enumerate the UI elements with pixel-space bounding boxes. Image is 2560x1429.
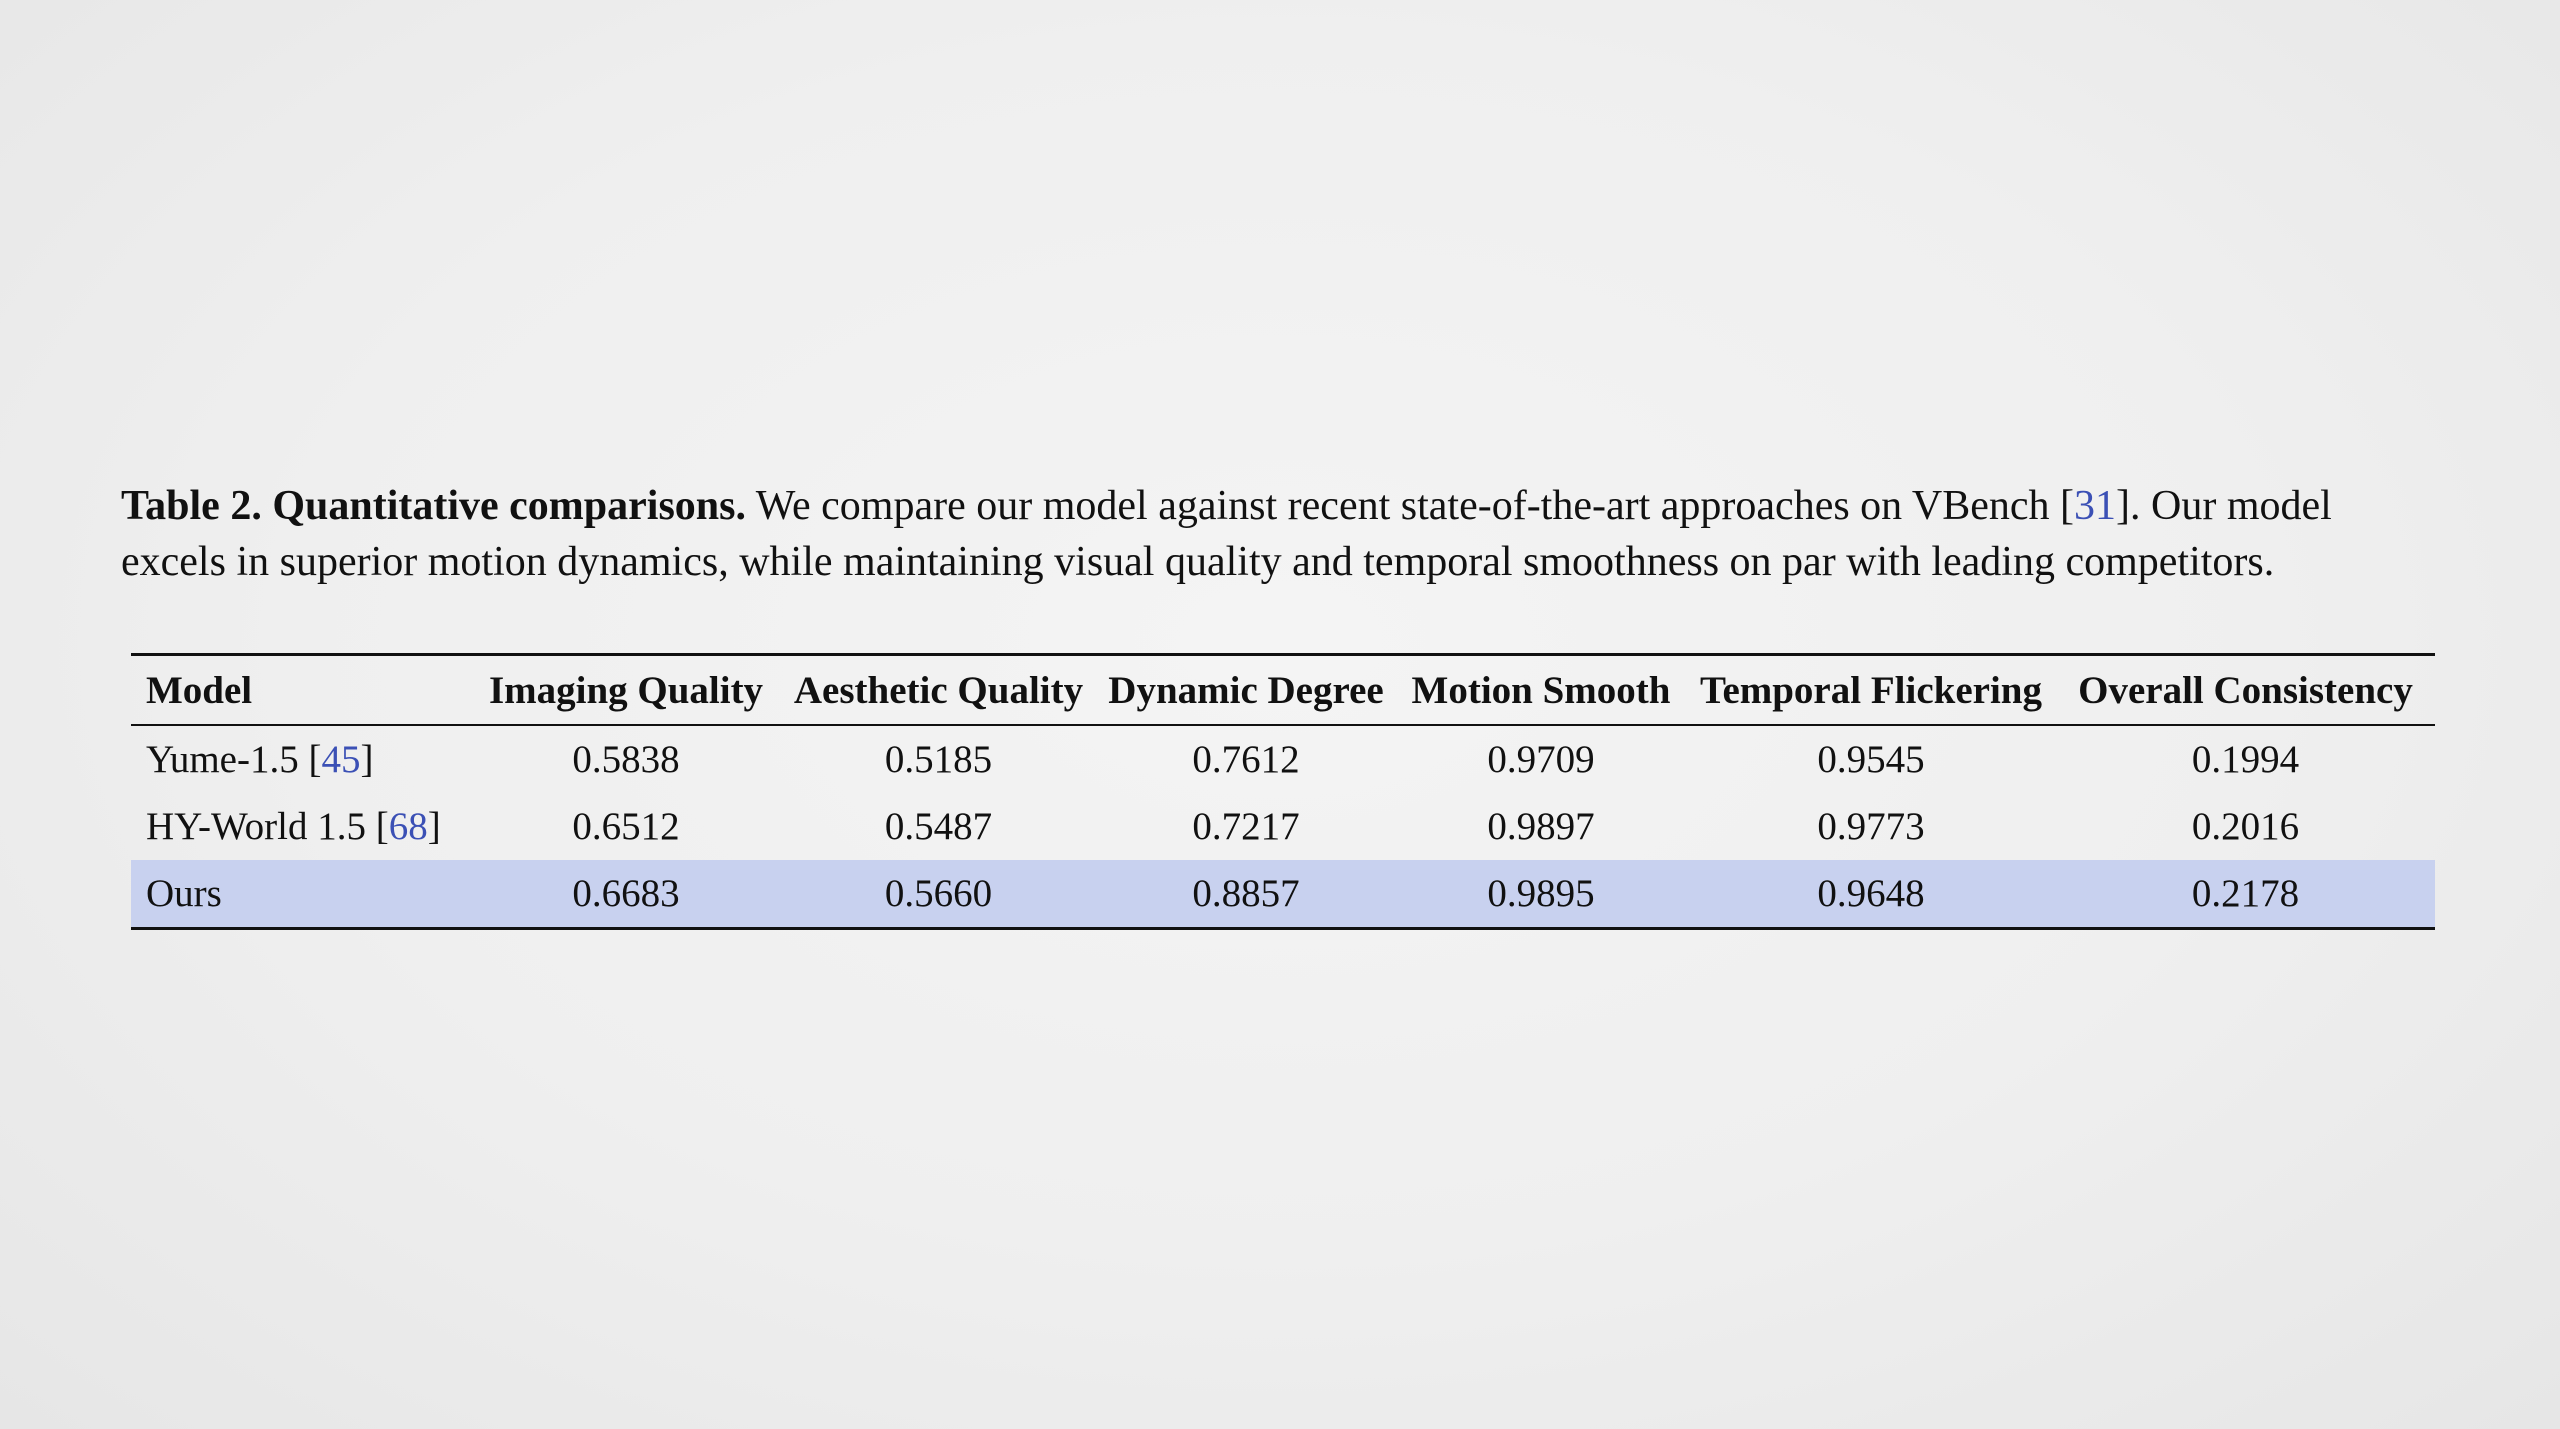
cell-dynamic-degree: 0.7612 [1192, 738, 1300, 781]
header-imaging-quality: Imaging Quality [488, 668, 764, 712]
cell-motion-smooth: 0.9895 [1396, 860, 1686, 929]
table-row [131, 793, 2435, 860]
row-model-name [131, 860, 471, 929]
table-caption [121, 478, 2441, 590]
table-row-highlighted [131, 860, 2435, 929]
cell-motion-smooth: 0.9709 [1487, 738, 1595, 781]
cell-temporal-flickering: 0.9545 [1817, 738, 1925, 781]
cell-dynamic-degree: 0.7217 [1192, 805, 1300, 848]
cell-motion-smooth: 0.9897 [1487, 805, 1595, 848]
model-label: Yume-1.5 [ [146, 738, 322, 781]
header-overall-consistency: Overall Consistency [2078, 668, 2413, 712]
caption-label: Table 2. [121, 483, 262, 529]
cell-overall-consistency: 0.2016 [2191, 805, 2300, 848]
cell-overall-consistency: 0.2178 [2056, 860, 2435, 929]
caption-line-1 [121, 478, 2441, 534]
header-dynamic-degree: Dynamic Degree [1108, 668, 1384, 712]
header-motion-smooth: Motion Smooth [1411, 668, 1671, 712]
caption-text-1-tail: ]. Our model [2116, 483, 2332, 529]
header-temporal-flickering: Temporal Flickering [1700, 668, 2042, 712]
caption-line-2: excels in superior motion dynamics, while maintaining visual quality and temporal smoothness on par with leading competitors. [121, 539, 2275, 585]
cell-overall-consistency: 0.1994 [2191, 738, 2300, 781]
header-row [131, 655, 2435, 726]
citation-bracket: ] [360, 738, 374, 781]
row-citation-link[interactable]: 68 [388, 805, 428, 848]
citation-bracket: ] [427, 805, 441, 848]
caption-title: Quantitative comparisons. [272, 483, 746, 529]
cell-imaging-quality: 0.5838 [572, 738, 680, 781]
cell-imaging-quality: 0.6512 [572, 805, 680, 848]
cell-imaging-quality: 0.6683 [471, 860, 781, 929]
row-model-name [131, 793, 471, 860]
cell-aesthetic-quality: 0.5185 [884, 738, 993, 781]
row-citation-link[interactable]: 45 [321, 738, 361, 781]
caption-citation-link[interactable]: 31 [2074, 483, 2117, 529]
cell-aesthetic-quality: 0.5487 [884, 805, 993, 848]
model-label: HY-World 1.5 [ [146, 805, 389, 848]
table-header [131, 655, 2435, 726]
model-label: Ours [146, 872, 222, 915]
table-row [131, 725, 2435, 793]
header-aesthetic-quality: Aesthetic Quality [793, 668, 1084, 712]
table-body [131, 725, 2435, 929]
header-model: Model [146, 668, 253, 712]
table-figure [121, 478, 2441, 915]
cell-temporal-flickering: 0.9648 [1686, 860, 2056, 929]
cell-temporal-flickering: 0.9773 [1817, 805, 1925, 848]
row-model-name [131, 725, 471, 793]
caption-text-1: We compare our model against recent state-of-the-art approaches on VBench [ [755, 483, 2075, 529]
results-table-wrapper [131, 653, 2435, 930]
cell-dynamic-degree: 0.8857 [1096, 860, 1396, 929]
cell-aesthetic-quality: 0.5660 [781, 860, 1096, 929]
results-table [131, 653, 2435, 930]
